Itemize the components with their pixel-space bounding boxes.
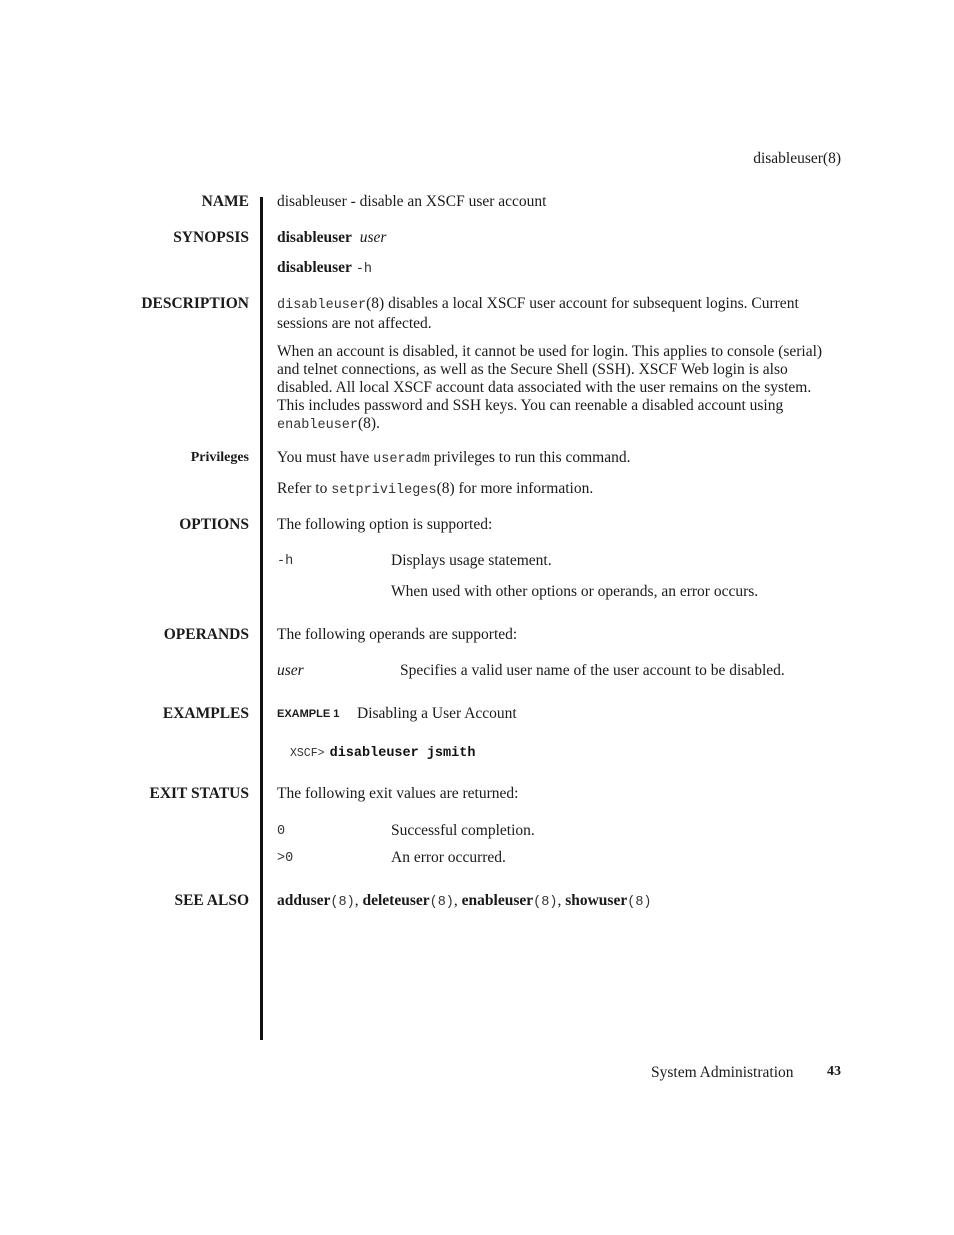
heading-see-also: SEE ALSO bbox=[174, 892, 249, 909]
name-text: disableuser - disable an XSCF user account bbox=[277, 193, 547, 210]
description-paragraph-1 bbox=[277, 295, 841, 333]
example-label: EXAMPLE 1 bbox=[277, 708, 340, 720]
synopsis-command-2: disableuser bbox=[277, 259, 352, 276]
heading-name: NAME bbox=[201, 193, 249, 210]
description-text-2-end: (8). bbox=[358, 415, 380, 432]
heading-description: DESCRIPTION bbox=[141, 295, 249, 312]
heading-options: OPTIONS bbox=[179, 516, 249, 533]
see-also-showuser[interactable]: showuser bbox=[565, 892, 628, 909]
heading-operands: OPERANDS bbox=[163, 626, 249, 643]
see-also-enableuser[interactable]: enableuser bbox=[461, 892, 534, 909]
see-also-deleteuser[interactable]: deleteuser bbox=[362, 892, 430, 909]
see-also-separator: , bbox=[453, 892, 462, 909]
privileges-text-end: privileges to run this command. bbox=[429, 449, 631, 466]
privileges-code-setprivileges: setprivileges bbox=[331, 483, 437, 498]
example-title: Disabling a User Account bbox=[357, 705, 517, 722]
description-command: disableuser bbox=[277, 298, 367, 313]
option-h: -h bbox=[277, 554, 294, 569]
heading-privileges: Privileges bbox=[190, 450, 249, 465]
heading-exit-status: EXIT STATUS bbox=[149, 785, 249, 802]
footer-book-title: System Administration bbox=[651, 1064, 794, 1081]
see-also-adduser[interactable]: adduser bbox=[277, 892, 331, 909]
example-command: disableuser jsmith bbox=[329, 746, 476, 761]
description-text-1: (8) disables a local XSCF user account for subsequent logins. Current sessions are not affected. bbox=[277, 295, 799, 332]
see-also-enableuser-section: (8) bbox=[533, 895, 558, 910]
exit-value-0: 0 bbox=[277, 824, 286, 839]
options-intro: The following option is supported: bbox=[277, 516, 493, 533]
privileges-line-1 bbox=[277, 449, 631, 467]
synopsis-command: disableuser bbox=[277, 229, 352, 246]
privileges-line-2 bbox=[277, 480, 593, 498]
operands-intro: The following operands are supported: bbox=[277, 626, 518, 643]
description-enableuser-ref: enableuser bbox=[277, 418, 359, 433]
example-code bbox=[290, 741, 475, 761]
privileges-refer-end: (8) for more information. bbox=[436, 480, 594, 497]
synopsis-line-2 bbox=[277, 259, 372, 277]
see-also-separator: , bbox=[557, 892, 566, 909]
operand-user-description: Specifies a valid user name of the user account to be disabled. bbox=[400, 662, 785, 679]
description-paragraph-2 bbox=[277, 343, 841, 435]
see-also-deleteuser-section: (8) bbox=[429, 895, 454, 910]
option-h-description: Displays usage statement. bbox=[391, 552, 552, 569]
heading-synopsis: SYNOPSIS bbox=[173, 229, 249, 246]
vertical-rule bbox=[260, 197, 263, 1040]
synopsis-argument: user bbox=[359, 229, 387, 246]
footer-page-number: 43 bbox=[827, 1064, 841, 1079]
description-text-2: When an account is disabled, it cannot be used for login. This applies to console (serial) and telnet connections, as well as the Secure Shell (SSH). XSCF Web login is also disabled. All local XSCF account data associated with the user remains on the system. This includes password and SSH keys. You can reenable a disabled account using bbox=[277, 343, 823, 414]
privileges-refer-text: Refer to bbox=[277, 480, 332, 497]
exit-value-gt0-description: An error occurred. bbox=[391, 849, 506, 866]
exit-status-intro: The following exit values are returned: bbox=[277, 785, 519, 802]
synopsis-option: -h bbox=[355, 262, 373, 277]
see-also-separator: , bbox=[354, 892, 363, 909]
example-prompt: XSCF> bbox=[290, 747, 325, 760]
privileges-text: You must have bbox=[277, 449, 374, 466]
see-also-adduser-section: (8) bbox=[330, 895, 355, 910]
privileges-code-useradm: useradm bbox=[373, 452, 430, 467]
synopsis-line-1 bbox=[277, 229, 386, 247]
option-h-note: When used with other options or operands, an error occurs. bbox=[391, 583, 759, 600]
running-header: disableuser(8) bbox=[753, 150, 841, 167]
see-also-showuser-section: (8) bbox=[627, 895, 652, 910]
operand-user bbox=[277, 662, 304, 680]
operand-user-name: user bbox=[277, 662, 304, 679]
exit-value-gt0: >0 bbox=[277, 851, 294, 866]
heading-examples: EXAMPLES bbox=[162, 705, 249, 722]
exit-value-0-description: Successful completion. bbox=[391, 822, 535, 839]
see-also-list bbox=[277, 892, 652, 910]
